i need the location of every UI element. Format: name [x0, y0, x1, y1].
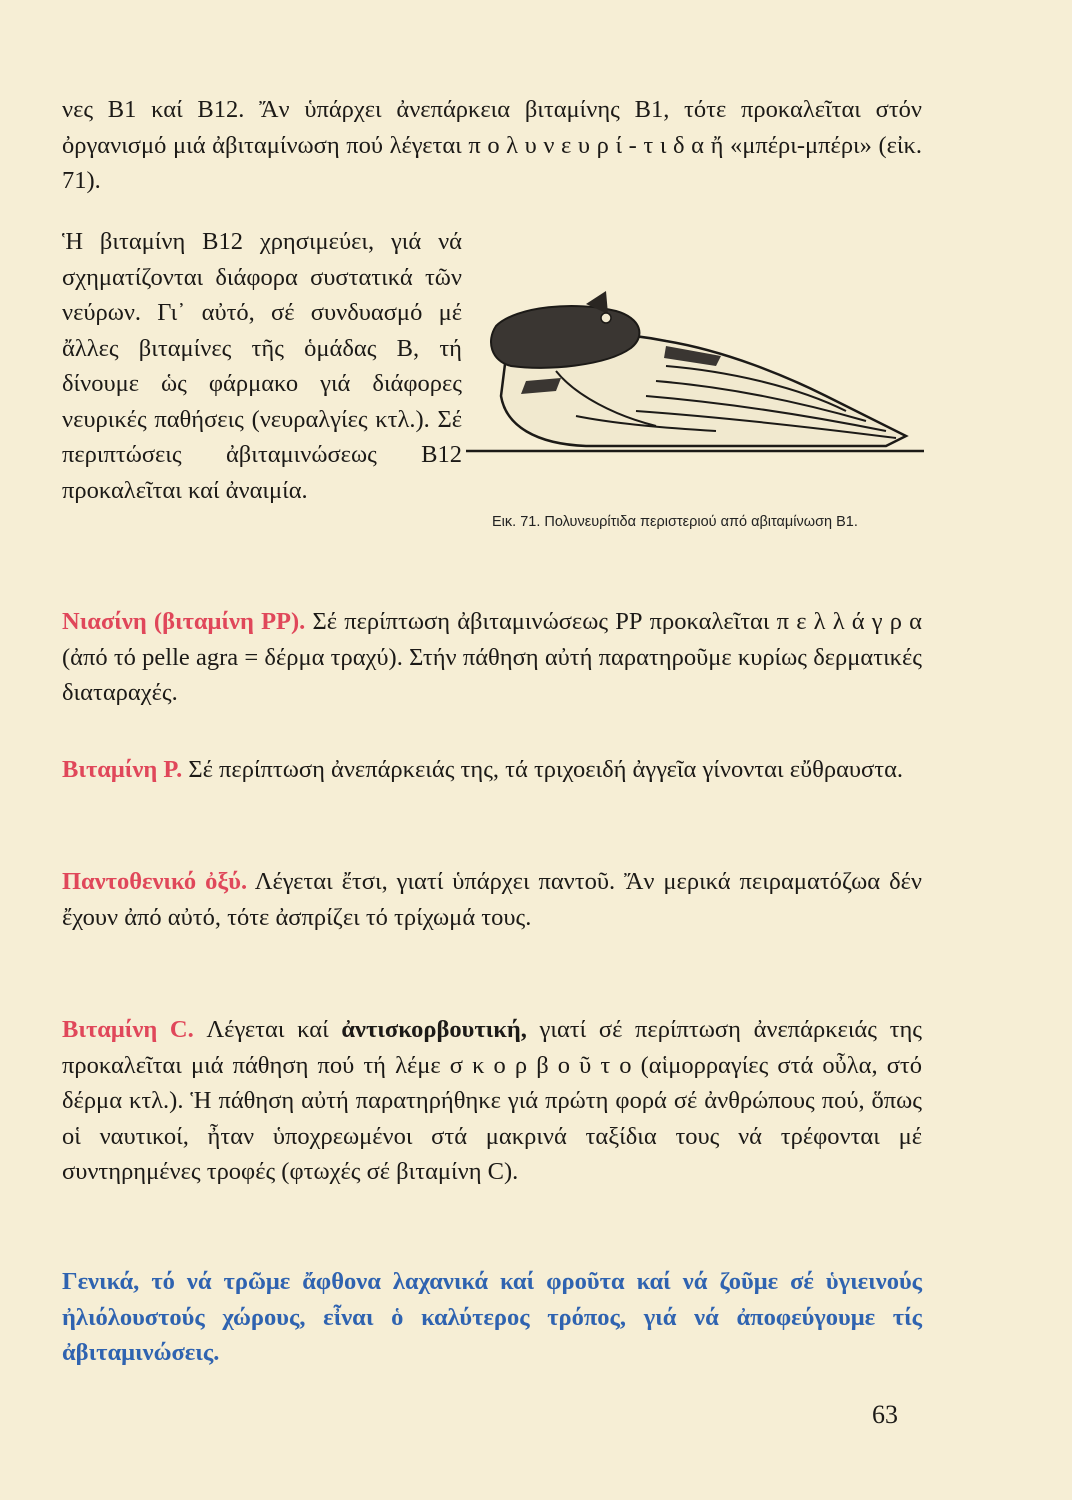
- pigeon-illustration: [466, 286, 924, 466]
- vitamin-c-text-1: Λέγεται καί: [206, 1016, 329, 1043]
- paragraph-niacin: [62, 604, 922, 711]
- page-number: 63: [872, 1400, 898, 1429]
- paragraph-vitamin-p: [62, 752, 922, 788]
- paragraph-b1: νες Β1 καί Β12. Ἄν ὑπάρχει ἀνεπάρκεια βιταμίνης Β1, τότε προκαλεῖται στόν ὀργανισμό μιά ἀβιταμίνωση πού λέγεται π ο λ υ ν ε υ ρ ί - τ ι δ α ἤ «μπέρι-μπέρι» (εἰκ. 71).: [62, 96, 922, 194]
- figure-caption: Εικ. 71. Πολυνευρίτιδα περιστεριού από αβιταμίνωση Β1.: [492, 514, 858, 530]
- vitamin-c-text-2: γιατί σέ περίπτωση ἀνεπάρκειάς της προκαλεῖται μιά πάθηση πού τή λέμε σ κ ο ρ β ο ῦ τ ο (αἱμορραγίες στά οὖλα, στό δέρμα κτλ.). Ἡ πάθηση αὐτή παρατηρήθηκε γιά πρώτη φορά σέ ἀνθρώπους πού, ὅπως οἱ ναυτικοί, ἦταν ὑποχρεωμένοι στά μακρινά ταξίδια τους νά τρέφονται μέ συντηρημένες τροφές (φτωχές σέ βιταμίνη C).: [62, 1016, 922, 1185]
- paragraph-b12: Ἡ βιταμίνη Β12 χρησιμεύει, γιά νά σχηματίζονται διάφορα συστατικά τῶν νεύρων. Γι᾽ αὐτό, σέ συνδυασμό μέ ἄλλες βιταμίνες τῆς ὁμάδας Β, τή δίνουμε ὡς φάρμακο γιά διάφορες νευρικές παθήσεις (νευραλγίες κτλ.). Σέ περιπτώσεις ἀβιταμινώσεως Β12 προκαλεῖται καί ἀναιμία.: [62, 228, 462, 504]
- niacin-text: Σέ περίπτωση ἀβιταμινώσεως ΡΡ προκαλεῖται π ε λ λ ά γ ρ α (ἀπό τό pelle agra = δέρμα τραχύ). Στήν πάθηση αὐτή παρατηροῦμε κυρίως δερματικές διαταραχές.: [62, 608, 923, 706]
- paragraph-vitamin-c: [62, 1012, 922, 1190]
- heading-vitamin-c: Βιταμίνη C.: [62, 1016, 194, 1043]
- vitamin-p-text: Σέ περίπτωση ἀνεπάρκειάς της, τά τριχοειδή ἀγγεῖα γίνονται εὔθραυστα.: [188, 756, 904, 783]
- pantothenic-text: Λέγεται ἔτσι, γιατί ὑπάρχει παντοῦ. Ἄν μερικά πειραματόζωα δέν ἔχουν ἀπό αὐτό, τότε ἀσπρίζει τό τρίχωμά τους.: [62, 868, 922, 931]
- summary-paragraph: Γενικά, τό νά τρῶμε ἄφθονα λαχανικά καί φροῦτα καί νά ζοῦμε σέ ὑγιεινούς ἠλιόλουστούς χώρους, εἶναι ὁ καλύτερος τρόπος, γιά νά ἀποφεύγουμε τίς ἀβιταμινώσεις.: [62, 1268, 922, 1366]
- heading-vitamin-p: Βιταμίνη Ρ.: [62, 756, 183, 783]
- heading-pantothenic: Παντοθενικό ὀξύ.: [62, 868, 248, 895]
- heading-niacin: Νιασίνη (βιταμίνη ΡΡ).: [62, 608, 306, 635]
- vitamin-c-bold-term: ἀντισκορβουτική,: [341, 1016, 527, 1043]
- paragraph-pantothenic: [62, 864, 922, 935]
